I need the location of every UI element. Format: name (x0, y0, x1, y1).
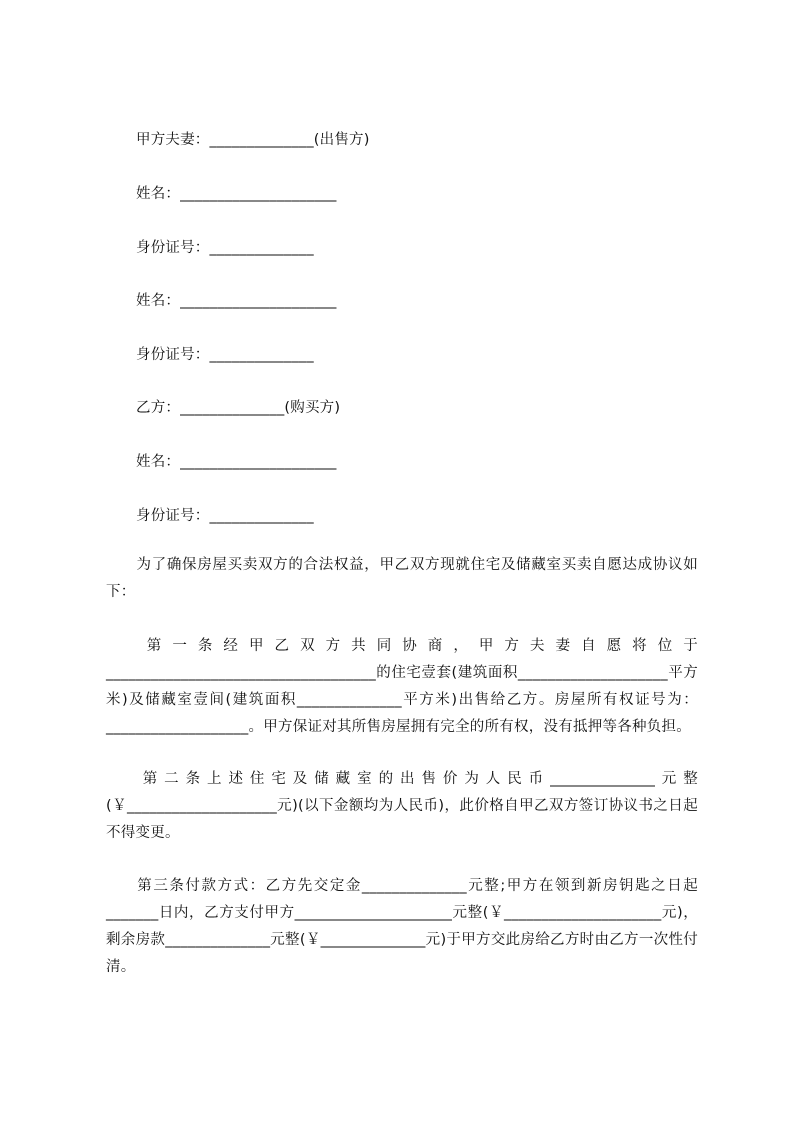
article-2-text: 第二条上述住宅及储藏室的出售价为人民币______________元整(￥____________________元)(以下金额均为人民币)，此价格自甲乙双方签订协议书之日起不得变更。 (106, 771, 698, 841)
intro-paragraph (106, 552, 698, 606)
party-a-name-2: 姓名：_____________________ (136, 293, 337, 309)
article-3-text: 第三条付款方式：乙方先交定金______________元整;甲方在领到新房钥匙之日起_______日内，乙方支付甲方_____________________元整(￥_____________________元)，剩余房款______________元整(￥______________元)于甲方交此房给乙方时由乙方一次性付清。 (106, 878, 698, 975)
party-a-line: 甲方夫妻：______________(出售方) (136, 132, 370, 148)
party-a-id-2: 身份证号：______________ (136, 347, 314, 363)
intro-text: 为了确保房屋买卖双方的合法权益，甲乙双方现就住宅及储藏室买卖自愿达成协议如下： (106, 557, 698, 600)
article-2-paragraph (106, 766, 698, 847)
party-b-name: 姓名：_____________________ (136, 454, 337, 470)
article-3-paragraph (106, 873, 698, 981)
party-a-name-1: 姓名：_____________________ (136, 186, 337, 202)
party-b-id: 身份证号：______________ (136, 508, 314, 524)
party-a-id-1: 身份证号：______________ (136, 240, 314, 256)
article-1-text: 第一条经甲乙双方共同协商，甲方夫妻自愿将位于____________________________________的住宅壹套(建筑面积____________________平方米)及储藏室壹间(建筑面积______________平方米)出售给乙方。房屋所有权证号为：___________________。甲方保证对其所售房屋拥有完全的所有权，没有抵押等各种负担。 (106, 638, 698, 735)
article-1-paragraph (106, 633, 698, 741)
party-b-line: 乙方：______________(购买方) (136, 400, 341, 416)
